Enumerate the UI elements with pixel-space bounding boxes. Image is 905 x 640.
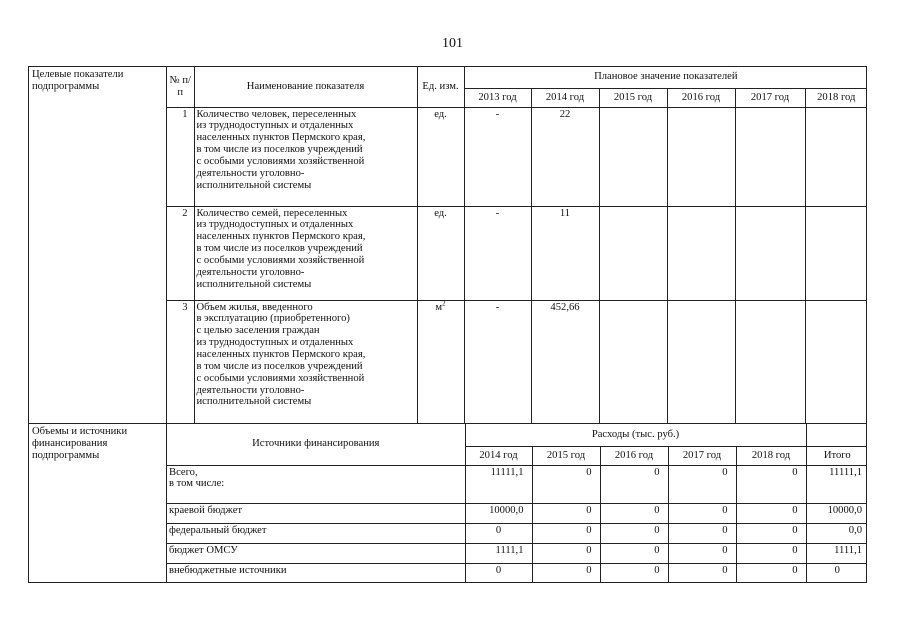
- indicator-unit: [417, 300, 464, 423]
- source-name: бюджет ОМСУ: [167, 543, 465, 563]
- header-year: 2016 год: [600, 446, 668, 465]
- header-year: 2016 год: [667, 88, 735, 107]
- amount-cell: 0: [600, 523, 668, 543]
- financing-table: [167, 424, 867, 582]
- total-cell: 11111,1: [806, 465, 866, 503]
- total-cell: 0,0: [806, 523, 866, 543]
- row-number: 1: [167, 107, 194, 206]
- header-num: № п/п: [167, 67, 194, 107]
- amount-cell: 0: [600, 503, 668, 523]
- value-cell: [599, 300, 667, 423]
- value-cell: 452,66: [531, 300, 599, 423]
- header-total-blank: [806, 424, 866, 446]
- targets-table: [167, 67, 867, 423]
- value-cell: [805, 206, 867, 300]
- amount-cell: 0: [736, 543, 806, 563]
- amount-cell: 0: [668, 503, 736, 523]
- header-year: 2017 год: [735, 88, 805, 107]
- value-cell: -: [464, 300, 531, 423]
- header-planned-values: Плановое значение показателей: [464, 67, 867, 88]
- header-year: 2014 год: [531, 88, 599, 107]
- amount-cell: 0: [736, 503, 806, 523]
- indicator-name: Количество семей, переселенных из труднодоступных и отдаленных населенных пунктов Пермского края, в том числе из поселков учреждений с особыми условиями хозяйственной деятельности уголовно- исполнительной системы: [194, 206, 417, 300]
- table-row: [167, 300, 867, 423]
- section-label-targets: Целевые показатели подпрограммы: [29, 67, 167, 424]
- value-cell: [667, 107, 735, 206]
- header-year: 2017 год: [668, 446, 736, 465]
- value-cell: 22: [531, 107, 599, 206]
- amount-cell: 0: [532, 563, 600, 582]
- amount-cell: 0: [600, 563, 668, 582]
- header-expenses: Расходы (тыс. руб.): [465, 424, 806, 446]
- unit-base: м: [435, 301, 443, 313]
- amount-cell: 0: [465, 523, 532, 543]
- header-indicator-name: Наименование показателя: [194, 67, 417, 107]
- amount-cell: 0: [736, 563, 806, 582]
- value-cell: [735, 206, 805, 300]
- total-cell: 10000,0: [806, 503, 866, 523]
- header-sources: Источники финансирования: [167, 424, 465, 465]
- table-row: [167, 503, 867, 523]
- value-cell: [735, 107, 805, 206]
- amount-cell: 0: [736, 465, 806, 503]
- source-name: Всего, в том числе:: [167, 465, 465, 503]
- value-cell: [599, 107, 667, 206]
- amount-cell: 0: [736, 523, 806, 543]
- value-cell: -: [464, 206, 531, 300]
- amount-cell: 1111,1: [465, 543, 532, 563]
- header-year: 2015 год: [532, 446, 600, 465]
- header-total: Итого: [806, 446, 866, 465]
- amount-cell: 0: [600, 543, 668, 563]
- table-row: [167, 107, 867, 206]
- header-year: 2014 год: [465, 446, 532, 465]
- passport-table: [28, 66, 867, 583]
- source-name: краевой бюджет: [167, 503, 465, 523]
- indicator-name: Количество человек, переселенных из труднодоступных и отдаленных населенных пунктов Пермского края, в том числе из поселков учреждений с особыми условиями хозяйственной деятельности уголовно- исполнительной системы: [194, 107, 417, 206]
- value-cell: [667, 300, 735, 423]
- document-page: [28, 66, 866, 580]
- total-cell: 0: [834, 564, 840, 576]
- amount-cell: 11111,1: [465, 465, 532, 503]
- amount-cell: 0: [668, 543, 736, 563]
- amount-cell: 0: [465, 563, 532, 582]
- section-label-financing: Объемы и источники финансирования подпрограммы: [29, 424, 167, 583]
- table-row: [167, 523, 867, 543]
- header-year: 2015 год: [599, 88, 667, 107]
- source-name: внебюджетные источники: [167, 563, 465, 582]
- header-year: 2018 год: [736, 446, 806, 465]
- page-number: 101: [442, 36, 463, 51]
- value-cell: -: [464, 107, 531, 206]
- amount-cell: 10000,0: [465, 503, 532, 523]
- indicator-unit: ед.: [417, 107, 464, 206]
- value-cell: [805, 300, 867, 423]
- amount-cell: 0: [668, 563, 736, 582]
- value-cell: 11: [531, 206, 599, 300]
- indicator-unit: ед.: [417, 206, 464, 300]
- header-year: 2018 год: [805, 88, 867, 107]
- value-cell: [805, 107, 867, 206]
- row-number: 3: [167, 300, 194, 423]
- table-row: [167, 465, 867, 503]
- header-unit: Ед. изм.: [417, 67, 464, 107]
- source-name: федеральный бюджет: [167, 523, 465, 543]
- table-row: [167, 543, 867, 563]
- amount-cell: 0: [532, 503, 600, 523]
- header-year: 2013 год: [464, 88, 531, 107]
- table-row: [167, 206, 867, 300]
- row-number: 2: [167, 206, 194, 300]
- amount-cell: 0: [532, 465, 600, 503]
- amount-cell: 0: [600, 465, 668, 503]
- amount-cell: 0: [532, 523, 600, 543]
- amount-cell: 0: [532, 543, 600, 563]
- total-cell: 1111,1: [806, 543, 866, 563]
- value-cell: [667, 206, 735, 300]
- amount-cell: 0: [668, 465, 736, 503]
- value-cell: [735, 300, 805, 423]
- amount-cell: 0: [668, 523, 736, 543]
- table-row: [167, 563, 867, 582]
- value-cell: [599, 206, 667, 300]
- unit-superscript: 2: [442, 300, 446, 307]
- indicator-name: Объем жилья, введенного в эксплуатацию (приобретенного) с целью заселения граждан из труднодоступных и отдаленных населенных пунктов Пермского края, в том числе из поселков учреждений с особыми условиями хозяйственной деятельности уголовно- исполнительной системы: [194, 300, 417, 423]
